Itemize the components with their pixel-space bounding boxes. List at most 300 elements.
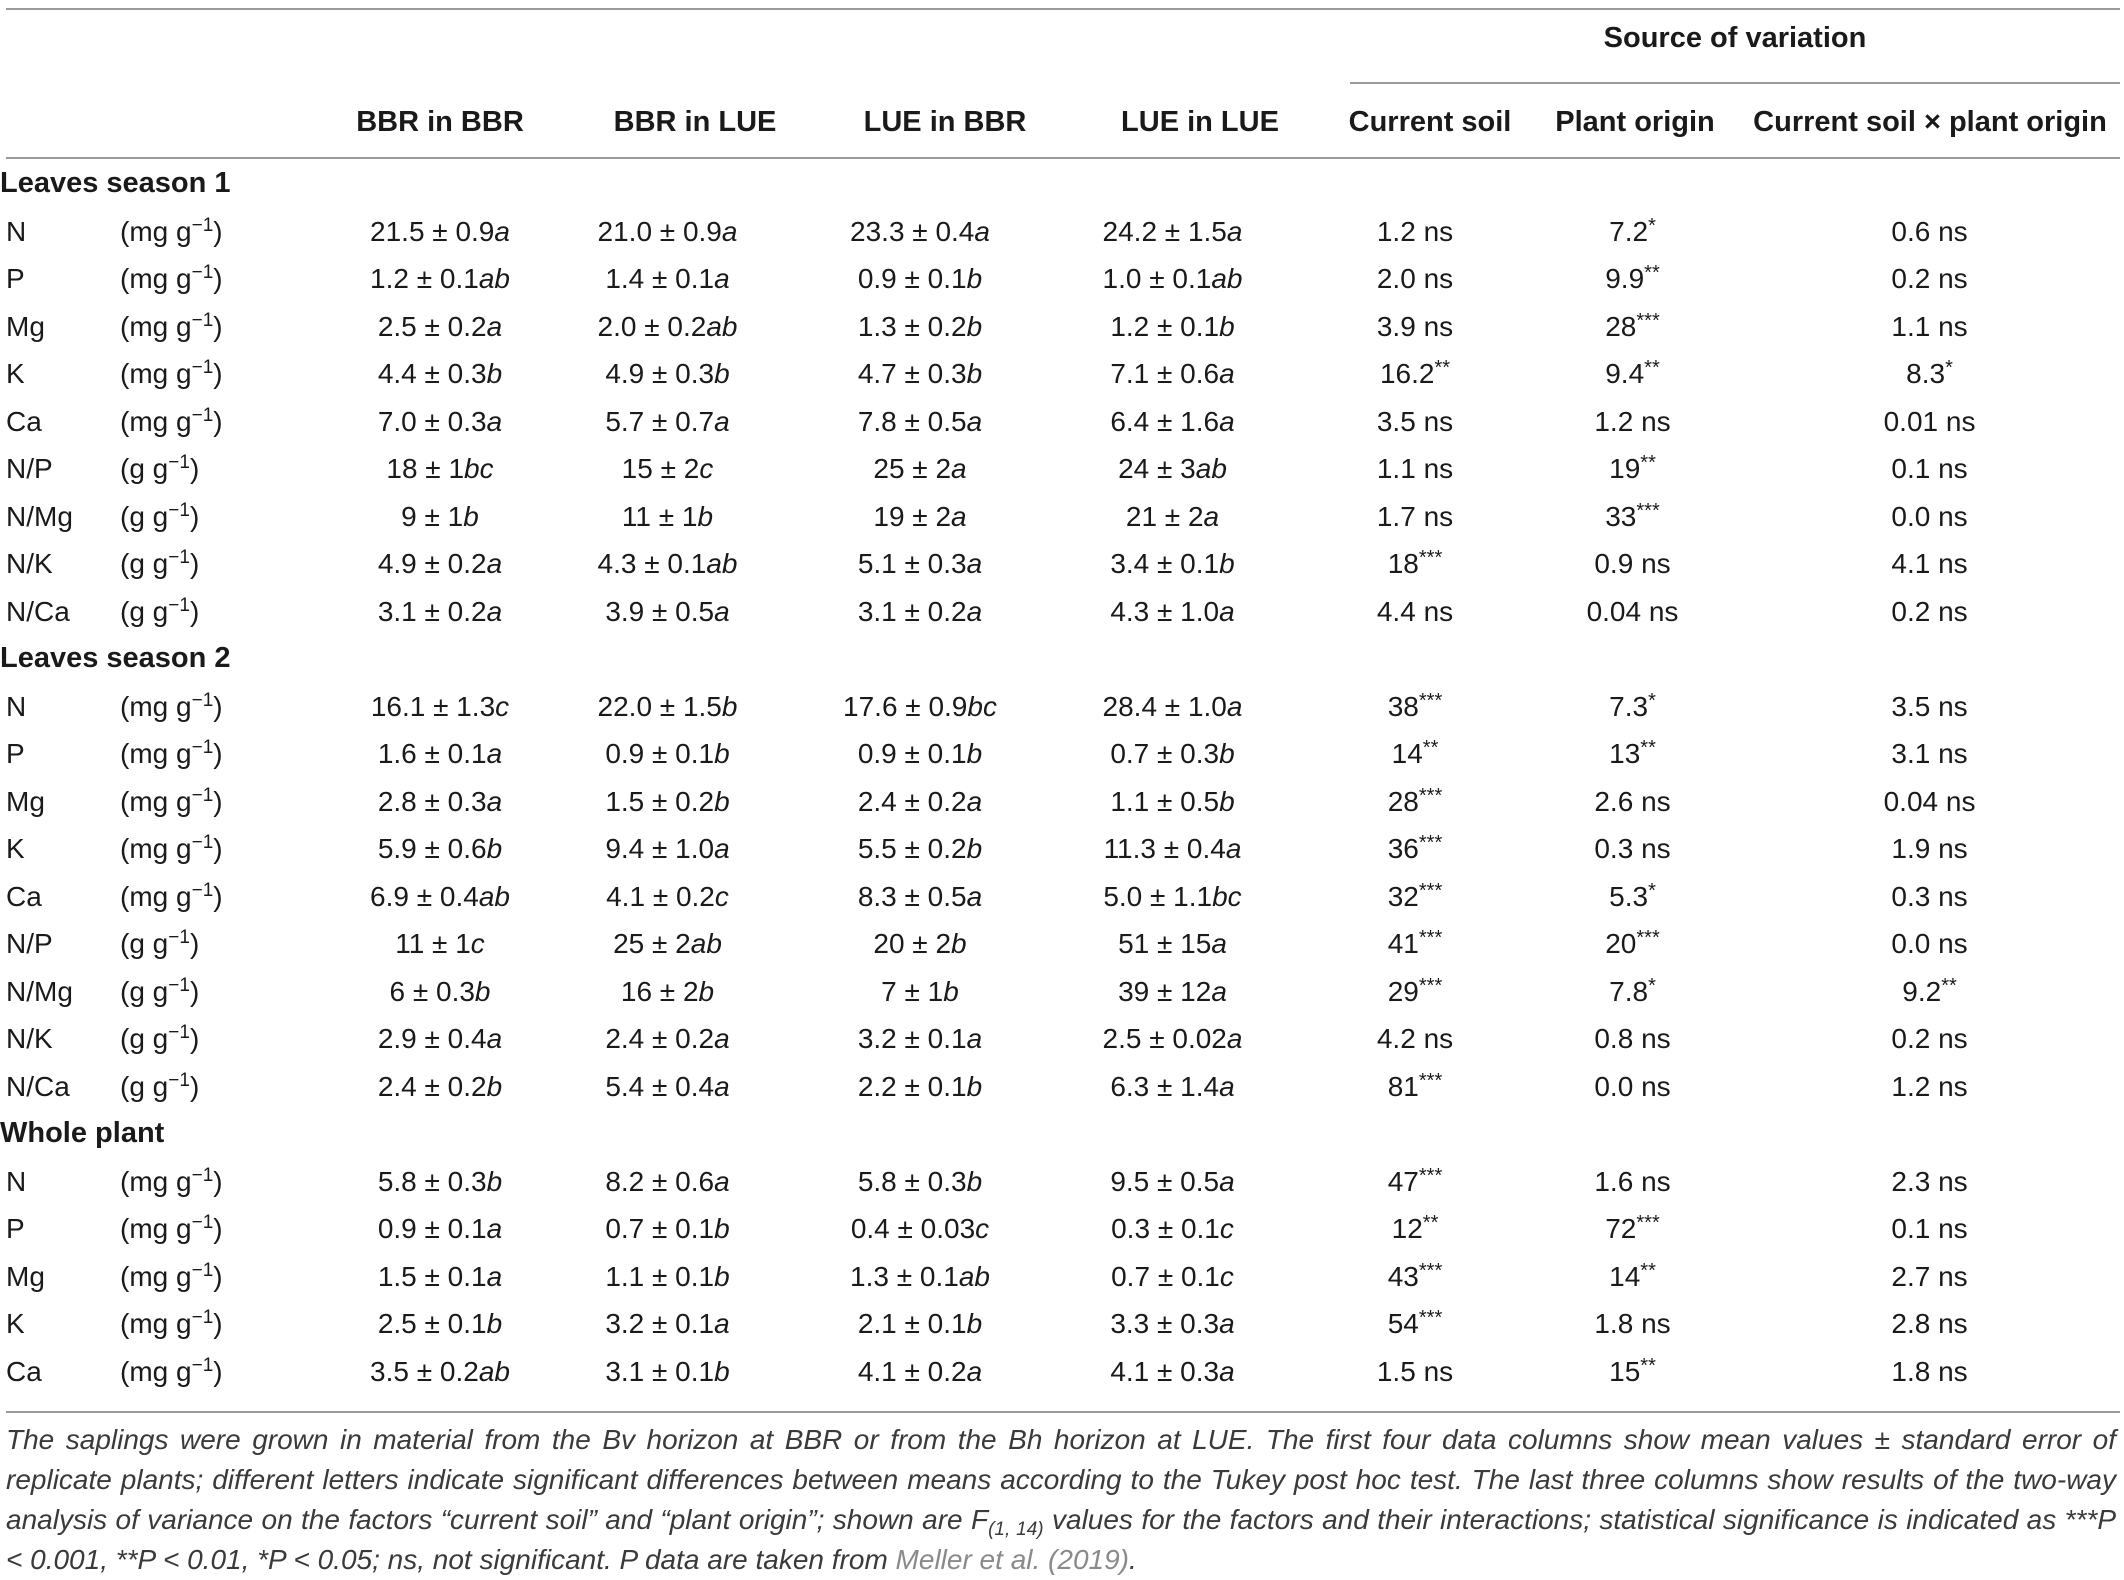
table-row — [0, 1015, 2124, 1063]
unit-exponent: −1 — [191, 404, 214, 426]
mean-value: 11 ± 1 — [621, 500, 698, 532]
tukey-letter: b — [697, 500, 714, 532]
tukey-letter: a — [1225, 833, 1242, 864]
tukey-letter: a — [951, 453, 967, 484]
anova-cell — [1300, 445, 1530, 493]
tukey-letter: a — [714, 595, 730, 627]
mean-value: 21 ± 2 — [1125, 500, 1204, 532]
table-row — [0, 398, 2124, 446]
anova-cell — [1735, 968, 2124, 1016]
mean-cell — [1045, 1158, 1300, 1206]
f-value: 0.2 ns — [1891, 263, 1968, 294]
mean-cell — [1045, 350, 1300, 398]
unit-cell: (mg $g^{-1}$) — [120, 689, 223, 722]
mean-value: 1.3 ± 0.1 — [850, 1260, 959, 1292]
unit-value: mg — [129, 215, 169, 247]
unit-exponent: −1 — [168, 927, 190, 948]
anova-cell — [1735, 825, 2124, 873]
mean-value: 4.1 ± 0.3 — [1110, 1355, 1220, 1387]
mean-value: 2.8 ± 0.3 — [377, 785, 487, 817]
unit-cell: (g $g^{-1}$) — [120, 594, 200, 627]
anova-cell — [1735, 873, 2124, 921]
mean-cell — [340, 445, 540, 493]
anova-cell — [1530, 445, 1735, 493]
anova-cell — [1735, 255, 2124, 303]
unit-cell: (mg $g^{-1}$) — [120, 1354, 223, 1387]
unit-cell: (g $g^{-1}$) — [120, 1069, 200, 1102]
mean-value: 1.5 ± 0.2 — [605, 785, 715, 817]
anova-cell — [1735, 1015, 2124, 1063]
significance-stars: ** — [1941, 974, 1957, 997]
tukey-letter: a — [1211, 975, 1227, 1007]
mean-value: 2.4 ± 0.2 — [377, 1070, 487, 1102]
f-value: 0.01 ns — [1883, 405, 1976, 437]
mean-cell — [795, 208, 1045, 256]
anova-cell — [1300, 1015, 1530, 1063]
table-row — [0, 350, 2124, 398]
unit-exponent: −1 — [191, 879, 214, 901]
mean-cell — [1045, 968, 1300, 1016]
f-value: 0.1 ns — [1891, 1213, 1968, 1244]
mean-value: 4.1 ± 0.2 — [857, 1355, 967, 1387]
f-value: 2.0 ns — [1376, 263, 1454, 294]
tukey-letter: b — [714, 358, 730, 389]
mean-value: 8.3 ± 0.5 — [857, 880, 967, 912]
mean-cell — [340, 730, 540, 778]
f-value: 16.2 — [1379, 358, 1435, 389]
mean-cell — [540, 588, 795, 636]
anova-cell — [1300, 303, 1530, 351]
anova-cell — [1530, 588, 1735, 636]
mean-cell — [540, 920, 795, 968]
unit-cell: (mg $g^{-1}$) — [120, 214, 223, 247]
f-value: 0.3 ns — [1594, 833, 1671, 864]
nutrient-name: N/K — [6, 1023, 53, 1054]
f-value: 5.3 — [1609, 880, 1649, 912]
tukey-letter: a — [1219, 595, 1235, 627]
tukey-letter: ab — [958, 1260, 990, 1292]
nutrient-name: N/Mg — [6, 500, 73, 532]
anova-cell — [1300, 1063, 1530, 1111]
significance-stars: *** — [1418, 927, 1443, 949]
section-row — [0, 1110, 2124, 1158]
anova-cell — [1300, 588, 1530, 636]
mean-cell — [540, 1158, 795, 1206]
mean-value: 18 ± 1 — [386, 453, 465, 484]
col-header-lue-in-lue: LUE in LUE — [1121, 106, 1279, 138]
anova-cell — [1735, 540, 2124, 588]
table-row — [0, 730, 2124, 778]
table-row — [0, 255, 2124, 303]
mean-cell — [795, 255, 1045, 303]
nutrient-name: N — [6, 690, 27, 722]
anova-cell — [1530, 1158, 1735, 1206]
tukey-letter: b — [486, 1070, 503, 1102]
f-value: 1.7 ns — [1376, 500, 1454, 532]
tukey-letter: a — [486, 1213, 503, 1244]
nutrient-name: P — [6, 263, 25, 294]
tukey-letter: a — [714, 405, 730, 437]
f-value: 3.9 ns — [1376, 310, 1454, 342]
f-value: 12 — [1391, 1213, 1423, 1244]
anova-cell — [1530, 208, 1735, 256]
f-value: 0.0 ns — [1891, 500, 1968, 532]
significance-stars: *** — [1418, 832, 1443, 854]
f-value: 28 — [1605, 310, 1637, 342]
unit-value: mg — [129, 1355, 169, 1387]
mean-value: 2.9 ± 0.4 — [377, 1023, 487, 1054]
mean-value: 2.5 ± 0.2 — [377, 310, 487, 342]
mean-value: 24.2 ± 1.5 — [1102, 215, 1227, 247]
f-value: 4.1 ns — [1891, 548, 1968, 579]
table-row — [0, 1253, 2124, 1301]
mean-cell — [340, 350, 540, 398]
mean-cell — [340, 1300, 540, 1348]
tukey-letter: a — [486, 595, 503, 627]
f-value: 0.1 ns — [1891, 453, 1968, 484]
mean-value: 24 ± 3 — [1118, 453, 1196, 484]
tukey-letter: ab — [690, 928, 722, 959]
tukey-letter: a — [1219, 1308, 1235, 1339]
f-value: 0.3 ns — [1891, 880, 1968, 912]
f-value: 15 — [1609, 1355, 1641, 1387]
table-row — [0, 1063, 2124, 1111]
col-header-current-soil: Current soil — [1348, 106, 1512, 138]
mean-cell — [340, 825, 540, 873]
anova-cell — [1300, 1205, 1530, 1253]
mean-value: 0.3 ± 0.1 — [1111, 1213, 1220, 1244]
tukey-letter: bc — [1212, 880, 1242, 912]
tukey-letter: b — [966, 738, 983, 769]
f-value: 1.1 ns — [1376, 453, 1454, 484]
tukey-letter: a — [494, 215, 510, 247]
tukey-letter: b — [714, 1355, 730, 1387]
anova-cell — [1735, 208, 2124, 256]
f-value: 14 — [1391, 738, 1423, 769]
table-row — [0, 968, 2124, 1016]
significance-stars: * — [1648, 214, 1656, 237]
f-value: 72 — [1605, 1213, 1637, 1244]
anova-cell — [1530, 825, 1735, 873]
mean-value: 3.4 ± 0.1 — [1110, 548, 1220, 579]
mean-cell — [340, 873, 540, 921]
mean-value: 11.3 ± 0.4 — [1103, 833, 1226, 864]
significance-stars: *** — [1636, 1212, 1660, 1234]
mean-value: 1.1 ± 0.1 — [605, 1260, 715, 1292]
col-header-bbr-in-lue: BBR in LUE — [613, 106, 777, 138]
f-value: 0.2 ns — [1891, 1023, 1968, 1054]
mean-cell — [795, 1015, 1045, 1063]
nutrient-name: Mg — [6, 1260, 45, 1292]
mean-value: 1.3 ± 0.2 — [857, 310, 967, 342]
table-row — [0, 683, 2124, 731]
mean-cell — [795, 1158, 1045, 1206]
tukey-letter: b — [966, 1308, 983, 1339]
tukey-letter: a — [951, 500, 967, 532]
significance-stars: *** — [1418, 1164, 1443, 1187]
mean-cell — [1045, 730, 1300, 778]
table-row — [0, 778, 2124, 826]
f-value: 43 — [1387, 1260, 1419, 1292]
anova-cell — [1300, 968, 1530, 1016]
mean-cell — [340, 398, 540, 446]
mean-value: 5.8 ± 0.3 — [377, 1165, 487, 1197]
mean-value: 2.1 ± 0.1 — [857, 1308, 967, 1339]
unit-exponent: −1 — [191, 357, 214, 378]
tukey-letter: b — [698, 975, 715, 1007]
unit-exponent: −1 — [168, 547, 190, 568]
significance-stars: *** — [1418, 974, 1443, 997]
nutrient-name: K — [6, 1308, 25, 1339]
tukey-letter: b — [486, 1165, 503, 1197]
unit-cell: (mg $g^{-1}$) — [120, 784, 223, 817]
tukey-letter: b — [1219, 738, 1235, 769]
mean-value: 25 ± 2 — [873, 453, 952, 484]
mean-value: 15 ± 2 — [621, 453, 700, 484]
unit-cell: (mg $g^{-1}$) — [120, 1164, 223, 1197]
mean-cell — [1045, 873, 1300, 921]
caption-text-2: values for the factors and their interactions; statistical significance is indicated as ***P < 0.001, **P < 0.01, *P < 0.05; ns, not significant. P data are taken from — [6, 1504, 2116, 1575]
mean-cell — [1045, 1300, 1300, 1348]
mean-cell — [340, 540, 540, 588]
f-value: 47 — [1387, 1165, 1419, 1197]
mean-value: 1.2 ± 0.1 — [370, 263, 479, 294]
mean-cell — [1045, 1015, 1300, 1063]
f-value: 3.5 ns — [1376, 405, 1454, 437]
f-value: 9.9 — [1605, 263, 1645, 294]
f-value: 29 — [1387, 975, 1419, 1007]
tukey-letter: a — [966, 785, 983, 817]
f-value: 20 — [1605, 928, 1637, 959]
unit-value: mg — [129, 1165, 169, 1197]
unit-exponent: −1 — [191, 1212, 214, 1233]
table-row — [0, 825, 2124, 873]
anova-cell — [1735, 730, 2124, 778]
mean-cell — [1045, 255, 1300, 303]
significance-stars: ** — [1434, 357, 1451, 379]
tukey-letter: a — [721, 215, 738, 247]
mean-value: 8.2 ± 0.6 — [605, 1165, 715, 1197]
anova-cell — [1300, 1348, 1530, 1396]
mean-cell — [340, 493, 540, 541]
mean-value: 5.9 ± 0.6 — [377, 833, 487, 864]
unit-exponent: −1 — [191, 1164, 214, 1186]
unit-value: mg — [129, 1213, 169, 1244]
anova-cell — [1530, 398, 1735, 446]
tukey-letter: b — [714, 738, 730, 769]
table-row — [0, 920, 2124, 968]
unit-exponent: −1 — [168, 1022, 190, 1043]
anova-cell — [1735, 398, 2124, 446]
unit-value: mg — [129, 1260, 169, 1292]
mean-cell — [540, 350, 795, 398]
mean-cell — [540, 1253, 795, 1301]
mean-value: 28.4 ± 1.0 — [1102, 690, 1227, 722]
significance-stars: *** — [1636, 927, 1660, 949]
mean-value: 4.9 ± 0.3 — [605, 358, 715, 389]
tukey-letter: bc — [967, 690, 997, 722]
mean-value: 0.7 ± 0.3 — [1110, 738, 1220, 769]
table-row — [0, 303, 2124, 351]
f-value: 8.3 — [1906, 358, 1946, 389]
anova-cell — [1530, 255, 1735, 303]
mean-value: 7.1 ± 0.6 — [1110, 358, 1220, 389]
mean-value: 4.7 ± 0.3 — [857, 358, 967, 389]
mean-cell — [795, 1300, 1045, 1348]
unit-value: g — [129, 1070, 145, 1102]
mean-value: 4.1 ± 0.2 — [606, 880, 715, 912]
tukey-letter: a — [1211, 928, 1227, 959]
unit-exponent: −1 — [191, 1354, 214, 1376]
f-value: 0.0 ns — [1594, 1070, 1671, 1102]
f-value: 4.4 ns — [1376, 595, 1454, 627]
mean-value: 3.2 ± 0.1 — [857, 1023, 967, 1054]
tukey-letter: c — [714, 880, 729, 912]
mean-cell — [540, 1300, 795, 1348]
tukey-letter: ab — [706, 310, 738, 342]
unit-value: mg — [129, 833, 169, 864]
tukey-letter: a — [1226, 690, 1243, 722]
table-body — [0, 160, 2124, 1395]
mean-value: 5.1 ± 0.3 — [857, 548, 967, 579]
f-value: 0.6 ns — [1891, 215, 1968, 247]
tukey-letter: b — [714, 785, 730, 817]
unit-exponent: −1 — [191, 1259, 214, 1281]
reference-link[interactable]: Meller et al. (2019) — [895, 1544, 1129, 1575]
anova-cell — [1530, 1015, 1735, 1063]
mean-cell — [540, 825, 795, 873]
mean-cell — [795, 303, 1045, 351]
tukey-letter: a — [1226, 1023, 1243, 1054]
mean-cell — [1045, 825, 1300, 873]
tukey-letter: b — [966, 1165, 983, 1197]
mean-value: 1.0 ± 0.1 — [1102, 263, 1212, 294]
significance-stars: *** — [1418, 547, 1443, 569]
tukey-letter: b — [966, 358, 983, 389]
significance-stars: *** — [1418, 1069, 1443, 1092]
tukey-letter: c — [1219, 1213, 1234, 1244]
mean-value: 6.9 ± 0.4 — [370, 880, 479, 912]
mean-cell — [540, 1063, 795, 1111]
mean-cell — [540, 1205, 795, 1253]
f-value: 14 — [1609, 1260, 1641, 1292]
mean-value: 2.0 ± 0.2 — [597, 310, 707, 342]
anova-cell — [1300, 1300, 1530, 1348]
f-value: 9.2 — [1902, 975, 1942, 1007]
anova-cell — [1300, 1158, 1530, 1206]
anova-cell — [1300, 493, 1530, 541]
tukey-letter: a — [966, 1355, 983, 1387]
mean-value: 51 ± 15 — [1118, 928, 1212, 959]
table-row — [0, 1348, 2124, 1396]
anova-cell — [1530, 1063, 1735, 1111]
tukey-letter: b — [463, 500, 479, 532]
nutrient-name: P — [6, 738, 25, 769]
unit-cell: (g $g^{-1}$) — [120, 1022, 200, 1054]
mean-value: 9.4 ± 1.0 — [605, 833, 715, 864]
tukey-letter: b — [1219, 548, 1235, 579]
mean-cell — [540, 1348, 795, 1396]
mean-cell — [795, 683, 1045, 731]
mean-cell — [1045, 540, 1300, 588]
tukey-letter: a — [1219, 1070, 1235, 1102]
mean-cell — [1045, 683, 1300, 731]
mean-value: 5.7 ± 0.7 — [605, 405, 715, 437]
unit-exponent: −1 — [168, 974, 190, 996]
anova-cell — [1530, 683, 1735, 731]
mean-cell — [340, 968, 540, 1016]
tukey-letter: a — [966, 595, 983, 627]
mean-cell — [340, 1063, 540, 1111]
anova-cell — [1300, 398, 1530, 446]
mean-cell — [795, 778, 1045, 826]
mean-cell — [1045, 208, 1300, 256]
significance-stars: *** — [1418, 689, 1443, 712]
f-value: 4.2 ns — [1376, 1023, 1454, 1054]
mean-value: 4.4 ± 0.3 — [377, 358, 487, 389]
mean-cell — [795, 588, 1045, 636]
nutrient-name: N/Mg — [6, 975, 73, 1007]
nutrient-table — [0, 160, 2124, 1395]
mean-value: 21.0 ± 0.9 — [597, 215, 722, 247]
unit-value: mg — [129, 1308, 169, 1339]
mean-cell — [795, 1348, 1045, 1396]
caption-subscript: (1, 14) — [988, 1519, 1044, 1540]
f-value: 0.0 ns — [1891, 928, 1968, 959]
nutrient-name: N/P — [6, 928, 53, 959]
mean-cell — [795, 1205, 1045, 1253]
mean-cell — [540, 255, 795, 303]
f-value: 3.1 ns — [1891, 738, 1968, 769]
unit-value: g — [129, 548, 145, 579]
tukey-letter: ab — [1211, 263, 1243, 294]
tukey-letter: a — [966, 880, 983, 912]
nutrient-name: N — [6, 1165, 27, 1197]
significance-stars: ** — [1422, 1212, 1439, 1234]
significance-stars: *** — [1636, 309, 1660, 332]
unit-exponent: −1 — [191, 1307, 214, 1328]
mean-value: 2.4 ± 0.2 — [857, 785, 967, 817]
unit-value: mg — [129, 405, 169, 437]
anova-cell — [1530, 493, 1735, 541]
mean-value: 4.3 ± 0.1 — [597, 548, 707, 579]
caption-text: The saplings were grown in material from the Bv horizon at BBR or from the Bh horizon at LUE. The first four data columns show mean values ± standard error of replicate plants; different letters indicate significant differences between means according to the Tukey post hoc test. The last three columns show results of the two-way analysis of variance on the factors “current soil” and “plant origin”; shown are F — [6, 1424, 2116, 1535]
anova-cell — [1735, 683, 2124, 731]
mean-cell — [540, 1015, 795, 1063]
mean-value: 21.5 ± 0.9 — [370, 215, 495, 247]
unit-cell: (g $g^{-1}$) — [120, 927, 200, 959]
section-title: Whole plant — [0, 1117, 165, 1149]
tukey-letter: c — [495, 690, 510, 722]
f-value: 0.04 ns — [1883, 785, 1976, 817]
anova-cell — [1530, 540, 1735, 588]
significance-stars: *** — [1418, 1307, 1443, 1329]
tukey-letter: b — [721, 690, 738, 722]
anova-cell — [1530, 1253, 1735, 1301]
anova-cell — [1735, 350, 2124, 398]
table-row — [0, 1205, 2124, 1253]
table-row — [0, 208, 2124, 256]
mean-value: 16 ± 2 — [620, 975, 699, 1007]
mean-cell — [1045, 1253, 1300, 1301]
f-value: 2.8 ns — [1891, 1308, 1968, 1339]
mean-value: 7.0 ± 0.3 — [377, 405, 487, 437]
mean-value: 2.4 ± 0.2 — [605, 1023, 715, 1054]
nutrient-name: K — [6, 833, 25, 864]
mean-cell — [340, 920, 540, 968]
unit-value: mg — [129, 738, 169, 769]
mean-value: 5.8 ± 0.3 — [857, 1165, 967, 1197]
